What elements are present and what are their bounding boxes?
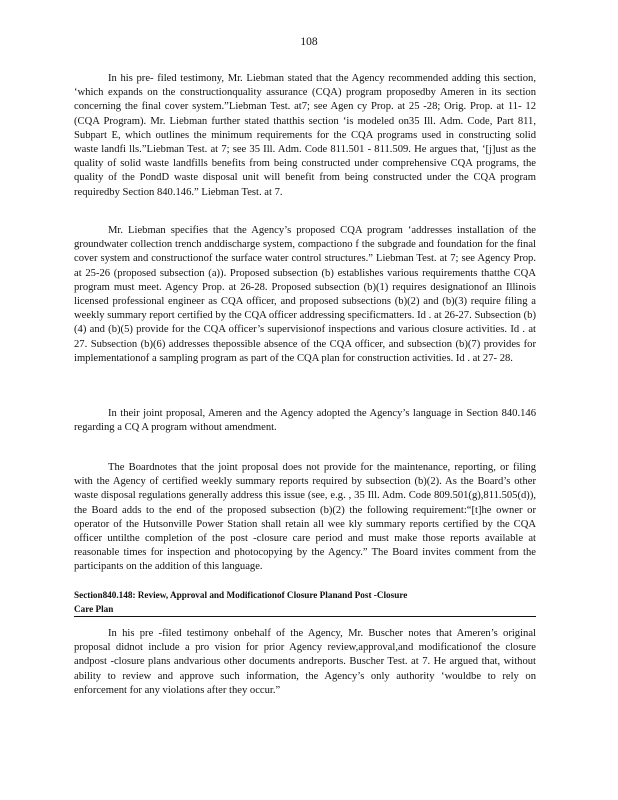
paragraph-joint-proposal: In their joint proposal, Ameren and the Agency adopted the Agency’s language in Section 840.146 regarding a CQ A program without amendment.: [74, 408, 536, 434]
paragraph-board-notes: The Boardnotes that the joint proposal does not provide for the maintenance, reporting, or filing with the Agency of certified weekly summary reports required by subsection (b)(2). As the Board’s other waste disposal regulations generally address this issue (see, e.g. , 35 Ill. Adm. Code 809.501(g),811.505(d)), the Board adds to the end of the proposed subsection (b)(2) the following requirement:“[t]he owner or operator of the Hutsonville Power Station shall retain all wee kly summary reports certified by the CQA officer untilthe completion of the post -closure care period and must make those reports available at reasonable times for inspection and photocopying by the Agency.” The Board invites comment from the participants on the addition of this language.: [74, 462, 536, 573]
paragraph-cqa-program-details: Mr. Liebman specifies that the Agency’s proposed CQA program ‘addresses installation of the groundwater collection trench anddischarge system, compactiono f the subgrade and foundation for the final cover system and constructionof the surface water control structures.” Liebman Test. at 7; see Agency Prop. at 25-26 (proposed subsection (a)). Proposed subsection (b) establishes various requirements thatthe CQA program must meet. Agency Prop. at 26-28. Proposed subsection (b)(1) requires designationof an Illinois licensed professional engineer as CQA officer, and proposed subsections (b)(2) and (b)(3) require filing a weekly summary report certified by the CQA officer addressing specificmatters. Id . at 26-27. Subsection (b)(4) and (b)(5) provide for the CQA officer’s supervisionof inspections and various closure activities. Id . at 27. Subsection (b)(6) addresses thepossible absence of the CQA officer, and subsection (b)(7) provides for implementationof a sampling program as part of the CQA plan for construction activities. Id . at 27- 28.: [74, 225, 536, 364]
paragraph-buscher-testimony: In his pre -filed testimony onbehalf of the Agency, Mr. Buscher notes that Ameren’s original proposal didnot include a pro vision for prior Agency review,approval,and modificationof the closure andpost -closure plans andvarious other documents andreports. Buscher Test. at 7. He argued that, without ability to review and approve such information, the Agency’s only authority ‘wouldbe to rely on enforcement for any violations after they occur.”: [74, 628, 536, 696]
section-heading-line1: Section840.148: Review, Approval and Modificationof Closure Planand Post -Closure: [74, 590, 408, 600]
page-number: 108: [300, 36, 318, 48]
section-heading-line2: Care Plan: [74, 604, 114, 614]
section-heading: [74, 588, 536, 617]
paragraph-liebman-testimony: In his pre- filed testimony, Mr. Liebman stated that the Agency recommended adding this section, ‘which expands on the constructionquality assurance (CQA) program proposedby Ameren in its section concerning the final cover system.”Liebman Test. at7; see Agen cy Prop. at 25 -28; Orig. Prop. at 11- 12 (CQA Program). Mr. Liebman further stated thatthis section ‘is modeled on35 Ill. Adm. Code, Part 811, Subpart E, which outlines the minimum requirements for the CQA programs used in constructing solid waste landfi lls.”Liebman Test. at 7; see 35 Ill. Adm. Code 811.501 - 811.509. He argues that, ‘[j]ust as the quality of solid waste landfills benefits from being constructed under comprehensive CQA programs, the quality of the PondD waste disposal unit will benefit from being constructed under the CQA program requiredby Section 840.146.” Liebman Test. at 7.: [74, 73, 536, 198]
